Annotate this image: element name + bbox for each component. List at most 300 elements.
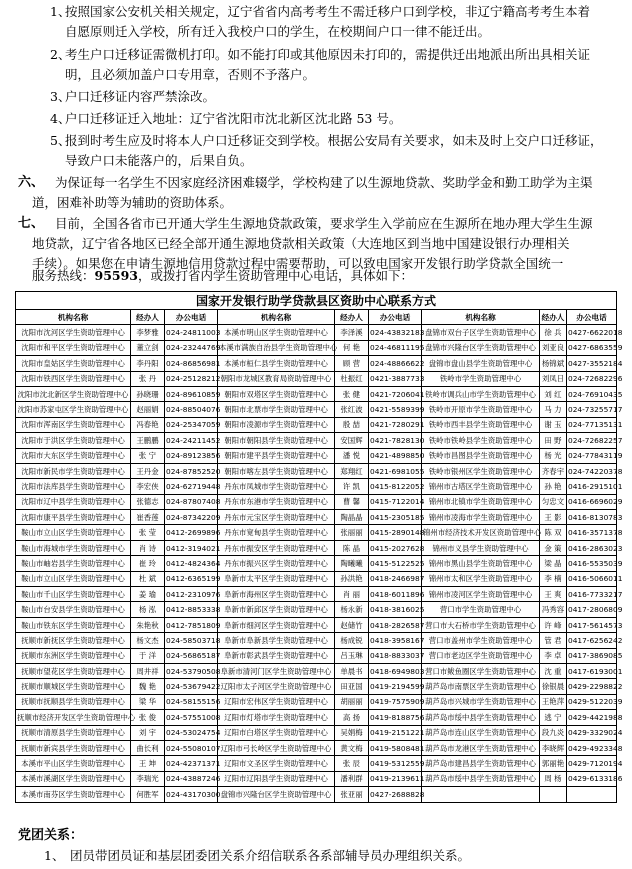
- section-line: 目前，全国各省市已开通大学生生源地贷款政策，要求学生入学前应在生源所在地办理大学生生源: [55, 216, 593, 231]
- table-row: [16, 371, 617, 386]
- cell-office-phone: 024-89123856: [165, 448, 218, 463]
- cell-contact-person: 张 辰: [335, 756, 369, 771]
- cell-contact-person: 黄文梅: [335, 740, 369, 755]
- cell-contact-person: 安国辉: [335, 433, 369, 448]
- table-title: 国家开发银行助学贷款县区资助中心联系方式: [16, 292, 617, 310]
- cell-org-name: 丹东市元宝区学生资助管理中心: [218, 510, 335, 525]
- cell-office-phone: 0415-2890148: [369, 525, 422, 540]
- table-row: [16, 463, 617, 478]
- cell-org-name: 盘锦市双台子区学生资助管理中心: [422, 325, 540, 340]
- cell-contact-person: 杨成锐: [335, 633, 369, 648]
- cell-contact-person: 李泽溪: [335, 325, 369, 340]
- cell-contact-person: 张 俊: [131, 710, 165, 725]
- cell-office-phone: 0427-3552184: [567, 356, 617, 371]
- cell-contact-person: 曹 馨: [335, 494, 369, 509]
- cell-org-name: 丹东市振安区学生资助管理中心: [218, 540, 335, 555]
- cell-office-phone: 0417-6193001: [567, 663, 617, 678]
- cell-contact-person: 何胜军: [131, 787, 165, 802]
- cell-office-phone: 0419-2151221: [369, 725, 422, 740]
- item-line: 按照国家公安机关相关规定，辽宁省省内高考考生不需迁移户口到学校，非辽宁籍高考考生本着: [65, 4, 591, 19]
- cell-contact-person: 张亚丽: [335, 787, 369, 802]
- item-line: 导致户口未能落户的，后果自负。: [65, 153, 253, 168]
- cell-contact-person: 殷 喆: [335, 417, 369, 432]
- cell-contact-person: [540, 787, 567, 802]
- cell-org-name: 盘锦市盘山县学生资助管理中心: [422, 356, 540, 371]
- table-row: [16, 402, 617, 417]
- cell-office-phone: 024-73255717: [567, 402, 617, 417]
- cell-office-phone: 024-87807408: [165, 494, 218, 509]
- cell-org-name: 葫芦岛市绥中县学生资助管理中心: [422, 771, 540, 786]
- cell-contact-person: 魏 艳: [131, 679, 165, 694]
- section-line: 道，困难补助等为辅助的资助体系。: [32, 195, 233, 210]
- cell-org-name: 锦州市义县学生资助管理中心: [422, 540, 540, 555]
- cell-office-phone: 024-72682296: [567, 371, 617, 386]
- cell-org-name: 葫芦岛市南票区学生资助管理中心: [422, 679, 540, 694]
- cell-org-name: 朝阳市朝阳县学生资助管理中心: [218, 433, 335, 448]
- table-row: [16, 510, 617, 525]
- cell-org-name: 辽阳市辽阳县学生资助管理中心: [218, 771, 335, 786]
- cell-office-phone: 024-86856981: [165, 356, 218, 371]
- cell-contact-person: 陶曦曦: [335, 556, 369, 571]
- cell-contact-person: 董立剑: [131, 340, 165, 355]
- cell-org-name: 鞍山市岫岩县学生资助管理中心: [16, 556, 131, 571]
- cell-org-name: 抚顺市清原县学生资助管理中心: [16, 725, 131, 740]
- cell-office-phone: 0412-2699896: [165, 525, 218, 540]
- cell-org-name: 朝阳市喀左县学生资助管理中心: [218, 463, 335, 478]
- cell-contact-person: 王鹏鹏: [131, 433, 165, 448]
- cell-office-phone: 0416-2863023: [567, 540, 617, 555]
- item-number: 4、: [50, 111, 71, 126]
- table-row: [16, 725, 617, 740]
- cell-org-name: 葫芦岛市兴城市学生资助管理中心: [422, 694, 540, 709]
- cell-org-name: 本溪市满族自治县学生资助管理中心: [218, 340, 335, 355]
- table-row: [16, 694, 617, 709]
- cell-office-phone: 0427-6622018: [567, 325, 617, 340]
- cell-org-name: 盘锦市兴隆台区学生资助管理中心: [422, 340, 540, 355]
- table-body: [16, 325, 623, 802]
- cell-office-phone: 0419-8188756: [369, 710, 422, 725]
- cell-office-phone: 024-53679422: [165, 679, 218, 694]
- cell-org-name: 铁岭市银州区学生资助管理中心: [422, 463, 540, 478]
- cell-office-phone: 0421-7828130: [369, 433, 422, 448]
- cell-org-name: 阜新市海州区学生资助管理中心: [218, 587, 335, 602]
- column-header: 经办人: [540, 310, 567, 325]
- cell-contact-person: 王丹金: [131, 463, 165, 478]
- cell-office-phone: [567, 787, 617, 802]
- cell-org-name: 鞍山市立山区学生资助管理中心: [16, 525, 131, 540]
- cell-office-phone: 024-53024754: [165, 725, 218, 740]
- cell-office-phone: 0415-5122525: [369, 556, 422, 571]
- cell-org-name: 本溪市桓仁县学生资助管理中心: [218, 356, 335, 371]
- cell-org-name: 辽阳市太子河区学生资助管理中心: [218, 679, 335, 694]
- cell-org-name: 辽阳市灯塔市学生资助管理中心: [218, 710, 335, 725]
- cell-org-name: 盘锦市兴隆台区学生资助管理中心: [218, 787, 335, 802]
- item-number: 1、: [50, 4, 71, 19]
- table-row: [16, 587, 617, 602]
- cell-contact-person: 齐春宇: [540, 463, 567, 478]
- cell-contact-person: 王艳萍: [540, 694, 567, 709]
- cell-contact-person: 张红波: [335, 402, 369, 417]
- cell-org-name: 本溪市南芬区学生资助管理中心: [16, 787, 131, 802]
- cell-office-phone: 0418-3958167: [369, 633, 422, 648]
- cell-office-phone: 024-58155156: [165, 694, 218, 709]
- cell-office-phone: 0421-4898850: [369, 448, 422, 463]
- cell-office-phone: 024-55080107: [165, 740, 218, 755]
- cell-contact-person: 田 野: [540, 433, 567, 448]
- cell-org-name: 营口市盖州市学生资助管理中心: [422, 633, 540, 648]
- cell-contact-person: 李 卓: [540, 648, 567, 663]
- hotline-label: 服务热线：: [32, 268, 95, 283]
- cell-office-phone: 0416-3571378: [567, 525, 617, 540]
- cell-office-phone: 0429-4923348: [567, 740, 617, 755]
- column-header: 办公电话: [567, 310, 617, 325]
- cell-org-name: 沈阳市新民市学生资助管理中心: [16, 463, 131, 478]
- cell-office-phone: 0417-6256242: [567, 633, 617, 648]
- cell-contact-person: 何 艳: [335, 340, 369, 355]
- cell-org-name: [422, 787, 540, 802]
- cell-contact-person: 李晓辉: [540, 740, 567, 755]
- table-row: [16, 417, 617, 432]
- cell-org-name: 丹东市宽甸县学生资助管理中心: [218, 525, 335, 540]
- cell-office-phone: 0418-2466987: [369, 571, 422, 586]
- cell-contact-person: 陈 晶: [335, 540, 369, 555]
- cell-office-phone: 024-25347059: [165, 417, 218, 432]
- cell-org-name: 鞍山市铁东区学生资助管理中心: [16, 617, 131, 632]
- cell-office-phone: 0421-3887733: [369, 371, 422, 386]
- cell-office-phone: 024-53790508: [165, 663, 218, 678]
- cell-org-name: 沈阳市沈北新区学生资助管理中心: [16, 386, 131, 401]
- cell-office-phone: 024-24811003: [165, 325, 218, 340]
- table-header-row: [16, 310, 617, 325]
- cell-contact-person: 徐银晨: [540, 679, 567, 694]
- cell-office-phone: 0415-2027628: [369, 540, 422, 555]
- cell-office-phone: 024-57551008: [165, 710, 218, 725]
- cell-org-name: 铁岭市昌图县学生资助管理中心: [422, 448, 540, 463]
- cell-contact-person: 梁 晶: [540, 556, 567, 571]
- table-row: [16, 433, 617, 448]
- cell-office-phone: 024-89610859: [165, 386, 218, 401]
- cell-org-name: 朝阳市建平县学生资助管理中心: [218, 448, 335, 463]
- cell-contact-person: 孙 艳: [540, 479, 567, 494]
- cell-org-name: 沈阳市辽中县学生资助管理中心: [16, 494, 131, 509]
- section-line: 为保证每一名学生不因家庭经济困难辍学，学校构建了以生源地贷款、奖助学金和勤工助学为主渠: [55, 175, 593, 190]
- cell-office-phone: 0412-3194021: [165, 540, 218, 555]
- contact-table: [15, 291, 623, 803]
- cell-contact-person: 田亚国: [335, 679, 369, 694]
- cell-contact-person: 陶晶晶: [335, 510, 369, 525]
- cell-org-name: 辽阳市宏伟区学生资助管理中心: [218, 694, 335, 709]
- cell-contact-person: 郑翔红: [335, 463, 369, 478]
- column-header: 机构名称: [218, 310, 335, 325]
- cell-office-phone: 0419-5808481: [369, 740, 422, 755]
- cell-org-name: 沈阳市和平区学生资助管理中心: [16, 340, 131, 355]
- cell-org-name: 阜新市彰武县学生资助管理中心: [218, 648, 335, 663]
- cell-contact-person: 胡丽丽: [335, 694, 369, 709]
- section-label: 七、: [18, 216, 45, 231]
- cell-contact-person: 段九炎: [540, 725, 567, 740]
- cell-contact-person: 李 楠: [540, 571, 567, 586]
- cell-org-name: 沈阳市苏家屯区学生资助管理中心: [16, 402, 131, 417]
- item-number: 3、: [50, 89, 71, 104]
- cell-office-phone: 0418-8833037: [369, 648, 422, 663]
- cell-contact-person: 杜 斌: [131, 571, 165, 586]
- table-row: [16, 663, 617, 678]
- cell-org-name: 阜新市清河门区学生资助管理中心: [218, 663, 335, 678]
- cell-org-name: 沈阳市于洪区学生资助管理中心: [16, 433, 131, 448]
- table-row: [16, 540, 617, 555]
- cell-contact-person: 李梦雅: [131, 325, 165, 340]
- table-row: [16, 710, 617, 725]
- table-row: [16, 787, 617, 802]
- cell-contact-person: 刘 宇: [131, 725, 165, 740]
- cell-office-phone: 0421-7280291: [369, 417, 422, 432]
- cell-contact-person: 冯秀容: [540, 602, 567, 617]
- cell-org-name: 沈阳市铁西区学生资助管理中心: [16, 371, 131, 386]
- item-line: 自愿原则迁入学校，所有迁入我校户口的学生，在校期间户口一律不能迁出。: [65, 24, 491, 39]
- cell-org-name: 葫芦岛市连山区学生资助管理中心: [422, 725, 540, 740]
- section-line: 手续）。如果您在申请生源地信用贷款过程中需要帮助，可以致电国家开发银行助学贷款全国统一: [32, 256, 564, 271]
- cell-org-name: 沈阳市大东区学生资助管理中心: [16, 448, 131, 463]
- item-number: 5、: [50, 133, 71, 148]
- cell-contact-person: 单晨书: [335, 663, 369, 678]
- table-row: [16, 648, 617, 663]
- cell-contact-person: 杨 光: [540, 448, 567, 463]
- cell-org-name: 抚顺市新抚区学生资助管理中心: [16, 633, 131, 648]
- cell-office-phone: 0415-7122014: [369, 494, 422, 509]
- cell-contact-person: 管 君: [540, 633, 567, 648]
- cell-org-name: 葫芦岛市绥中县学生资助管理中心: [422, 710, 540, 725]
- cell-org-name: 鞍山市立山区学生资助管理中心: [16, 571, 131, 586]
- cell-org-name: 营口市大石桥市学生资助管理中心: [422, 617, 540, 632]
- cell-contact-person: 许 峰: [540, 617, 567, 632]
- cell-org-name: 辽阳市白塔区学生资助管理中心: [218, 725, 335, 740]
- cell-contact-person: 刘凤日: [540, 371, 567, 386]
- cell-office-phone: 024-72682257: [567, 433, 617, 448]
- cell-contact-person: 崔 玲: [131, 556, 165, 571]
- table-row: [16, 771, 617, 786]
- cell-office-phone: 0419-2194599: [369, 679, 422, 694]
- cell-org-name: 营口市鲅鱼圈区学生资助管理中心: [422, 663, 540, 678]
- cell-contact-person: 杨 泓: [131, 602, 165, 617]
- cell-office-phone: 0416-8130783: [567, 510, 617, 525]
- table-row: [16, 386, 617, 401]
- cell-office-phone: 0429-4421988: [567, 710, 617, 725]
- table-row: [16, 602, 617, 617]
- cell-office-phone: 0417-2806809: [567, 602, 617, 617]
- cell-org-name: 朝阳市龙城区教育局资助管理中心: [218, 371, 335, 386]
- column-header: 办公电话: [165, 310, 218, 325]
- cell-office-phone: 0419-7575909: [369, 694, 422, 709]
- item-line: 户口迁移证迁入地址：辽宁省沈阳市沈北新区沈北路 53 号。: [65, 111, 402, 126]
- cell-office-phone: 0412-2310976: [165, 587, 218, 602]
- cell-org-name: 阜新市阜新县学生资助管理中心: [218, 633, 335, 648]
- cell-org-name: 抚顺市经济开发区学生资助管理中心: [16, 710, 131, 725]
- cell-contact-person: 李宏侠: [131, 479, 165, 494]
- column-header: 机构名称: [422, 310, 540, 325]
- party-item-text: 团员带团员证和基层团委团关系介绍信联系各系部辅导员办理组织关系。: [70, 848, 471, 863]
- cell-office-phone: 024-62719448: [165, 479, 218, 494]
- table-row: [16, 679, 617, 694]
- cell-contact-person: 张德志: [131, 494, 165, 509]
- party-item-number: 1、: [44, 848, 65, 863]
- cell-org-name: 锦州市古塔区学生资助管理中心: [422, 479, 540, 494]
- cell-contact-person: 张丽丽: [335, 525, 369, 540]
- cell-contact-person: 赵储竹: [335, 617, 369, 632]
- cell-office-phone: 024-56865187: [165, 648, 218, 663]
- cell-office-phone: 024-74220378: [567, 463, 617, 478]
- cell-contact-person: 姜 瑜: [131, 587, 165, 602]
- cell-contact-person: 肖 诗: [131, 540, 165, 555]
- cell-contact-person: 杨文杰: [131, 633, 165, 648]
- cell-contact-person: 逃 宁: [540, 710, 567, 725]
- cell-contact-person: 马 力: [540, 402, 567, 417]
- cell-contact-person: 孙晓珊: [131, 386, 165, 401]
- cell-contact-person: 于 洋: [131, 648, 165, 663]
- cell-office-phone: 0412-6365199: [165, 571, 218, 586]
- cell-org-name: 营口市老边区学生资助管理中心: [422, 648, 540, 663]
- cell-contact-person: 谢 玉: [540, 417, 567, 432]
- cell-office-phone: 0416-2915101: [567, 479, 617, 494]
- cell-org-name: 锦州市黑山县学生资助管理中心: [422, 556, 540, 571]
- cell-contact-person: 潘利群: [335, 771, 369, 786]
- cell-office-phone: 024-43887246: [165, 771, 218, 786]
- cell-org-name: 鞍山市台安县学生资助管理中心: [16, 602, 131, 617]
- cell-office-phone: 0412-7851809: [165, 617, 218, 632]
- cell-office-phone: 0416-7733217: [567, 587, 617, 602]
- cell-contact-person: 吕玉琳: [335, 648, 369, 663]
- cell-contact-person: 周 杨: [540, 771, 567, 786]
- cell-office-phone: 0421-7206041: [369, 386, 422, 401]
- cell-org-name: 沈阳市浑南区学生资助管理中心: [16, 417, 131, 432]
- cell-office-phone: 0418-2826587: [369, 617, 422, 632]
- table-row: [16, 494, 617, 509]
- cell-org-name: 锦州市经济技术开发区资助管理中心: [422, 525, 540, 540]
- table-row: [16, 756, 617, 771]
- cell-org-name: 沈阳市康平县学生资助管理中心: [16, 510, 131, 525]
- cell-office-phone: 0421-6981055: [369, 463, 422, 478]
- column-header: 办公电话: [369, 310, 422, 325]
- cell-contact-person: 张 莹: [131, 525, 165, 540]
- column-header: 经办人: [335, 310, 369, 325]
- table-row: [16, 340, 617, 355]
- table-row: [16, 448, 617, 463]
- cell-contact-person: 刘 红: [540, 386, 567, 401]
- cell-org-name: 沈阳市沈河区学生资助管理中心: [16, 325, 131, 340]
- cell-contact-person: 许 凯: [335, 479, 369, 494]
- table-row: [16, 617, 617, 632]
- section-line: 地贷款，辽宁省各地区已经全部开通生源地贷款相关政策（大连地区到当地中国建设银行办理相关: [32, 236, 570, 251]
- cell-office-phone: 0417-3869085: [567, 648, 617, 663]
- cell-contact-person: 杜振红: [335, 371, 369, 386]
- item-line: 考生户口迁移证需微机打印。如不能打印或其他原因未打印的，需提供迁出地派出所出具相关证: [65, 47, 591, 62]
- hotline-suffix: ，或拨打省内学生资助管理中心电话，具体如下：: [138, 268, 414, 283]
- column-header: 机构名称: [16, 310, 131, 325]
- cell-office-phone: 024-23244769: [165, 340, 218, 355]
- cell-office-phone: 0416-5535039: [567, 556, 617, 571]
- cell-org-name: 阜新市太平区学生资助管理中心: [218, 571, 335, 586]
- table-row: [16, 525, 617, 540]
- cell-office-phone: 0415-8122052: [369, 479, 422, 494]
- cell-org-name: 葫芦岛市建昌县学生资助管理中心: [422, 756, 540, 771]
- table-row: [16, 556, 617, 571]
- cell-contact-person: 张 丹: [131, 371, 165, 386]
- cell-office-phone: 024-43832183: [369, 325, 422, 340]
- item-line: 户口迁移证内容严禁涂改。: [65, 89, 216, 104]
- cell-contact-person: 崔香莲: [131, 510, 165, 525]
- cell-org-name: 锦州市凌海市学生资助管理中心: [422, 510, 540, 525]
- table-row: [16, 356, 617, 371]
- cell-contact-person: 孙洪艳: [335, 571, 369, 586]
- cell-contact-person: 顾 营: [335, 356, 369, 371]
- cell-org-name: 抚顺市东洲区学生资助管理中心: [16, 648, 131, 663]
- cell-org-name: 抚顺市望花区学生资助管理中心: [16, 663, 131, 678]
- cell-org-name: 抚顺市新宾县学生资助管理中心: [16, 740, 131, 755]
- cell-org-name: 辽阳市弓长岭区学生资助管理中心: [218, 740, 335, 755]
- cell-org-name: 朝阳市北票市学生资助管理中心: [218, 402, 335, 417]
- table-row: [16, 571, 617, 586]
- cell-contact-person: 肖 丽: [335, 587, 369, 602]
- cell-office-phone: 024-25128212: [165, 371, 218, 386]
- table-row: [16, 325, 617, 340]
- cell-office-phone: 0415-2305185: [369, 510, 422, 525]
- cell-office-phone: 0418-3816025: [369, 602, 422, 617]
- cell-org-name: 沈阳市皇姑区学生资助管理中心: [16, 356, 131, 371]
- cell-office-phone: 0418-6011896: [369, 587, 422, 602]
- cell-org-name: 鞍山市千山区学生资助管理中心: [16, 587, 131, 602]
- cell-contact-person: 沈 重: [540, 663, 567, 678]
- cell-office-phone: 0419-2139611: [369, 771, 422, 786]
- cell-org-name: 营口市学生资助管理中心: [422, 602, 540, 617]
- cell-contact-person: 王 坤: [131, 756, 165, 771]
- cell-contact-person: 高 扬: [335, 710, 369, 725]
- section-label: 六、: [18, 175, 45, 190]
- cell-contact-person: 潘 悦: [335, 448, 369, 463]
- cell-office-phone: 024-88504076: [165, 402, 218, 417]
- cell-org-name: 铁岭市西丰县学生资助管理中心: [422, 417, 540, 432]
- cell-org-name: 朝阳市双塔区学生资助管理中心: [218, 386, 335, 401]
- cell-office-phone: 0429-5122039: [567, 694, 617, 709]
- cell-org-name: 铁岭市开原市学生资助管理中心: [422, 402, 540, 417]
- cell-office-phone: 0429-2298822: [567, 679, 617, 694]
- table-row: [16, 633, 617, 648]
- cell-contact-person: 冯春艳: [131, 417, 165, 432]
- cell-office-phone: 024-43170300: [165, 787, 218, 802]
- section-line: [32, 266, 617, 286]
- cell-org-name: 本溪市平山区学生资助管理中心: [16, 756, 131, 771]
- cell-contact-person: 张 健: [335, 386, 369, 401]
- item-line: 报到时考生应及时将本人户口迁移证交到学校。根据公安局有关要求，如未及时上交户口迁移证，: [65, 133, 603, 148]
- cell-contact-person: 陈 双: [540, 525, 567, 540]
- cell-office-phone: 0416-6696029: [567, 494, 617, 509]
- cell-office-phone: 0419-5312559: [369, 756, 422, 771]
- cell-office-phone: 0429-3329024: [567, 725, 617, 740]
- cell-office-phone: 0417-5614573: [567, 617, 617, 632]
- cell-contact-person: 王 爽: [540, 587, 567, 602]
- cell-contact-person: 杨永新: [335, 602, 369, 617]
- cell-office-phone: 0412-8853338: [165, 602, 218, 617]
- cell-contact-person: 张 宁: [131, 448, 165, 463]
- cell-org-name: 阜新市新邱区学生资助管理中心: [218, 602, 335, 617]
- cell-office-phone: 024-48866622: [369, 356, 422, 371]
- cell-contact-person: 李瑞光: [131, 771, 165, 786]
- cell-office-phone: 0412-4824364: [165, 556, 218, 571]
- cell-office-phone: 0421-5589399: [369, 402, 422, 417]
- cell-office-phone: 0427-2688828: [369, 787, 422, 802]
- cell-org-name: 本溪市溪湖区学生资助管理中心: [16, 771, 131, 786]
- cell-org-name: 阜新市细河区学生资助管理中心: [218, 617, 335, 632]
- item-number: 2、: [50, 47, 71, 62]
- cell-office-phone: 024-46811195: [369, 340, 422, 355]
